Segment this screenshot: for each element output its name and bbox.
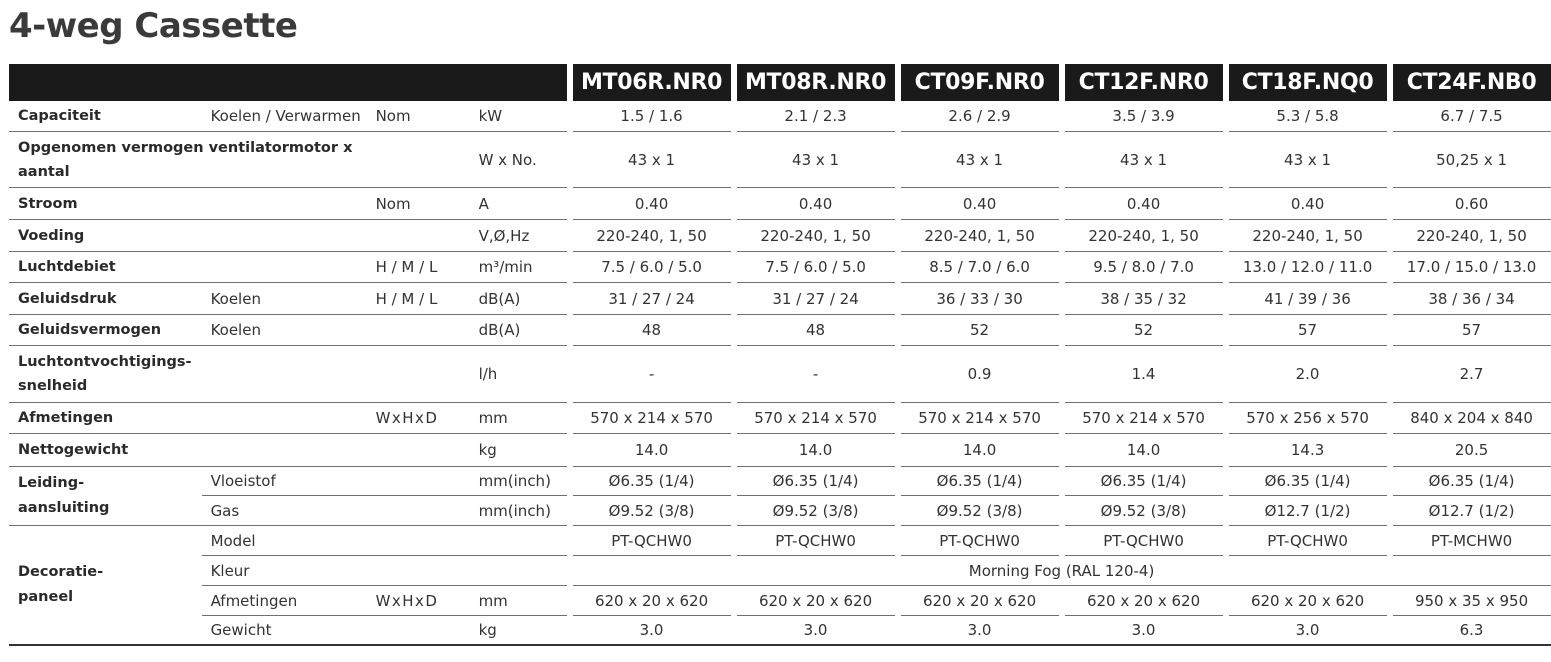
cell-value: 2.0 — [1229, 346, 1387, 403]
cell-value: 6.7 / 7.5 — [1393, 101, 1551, 132]
cell-value: - — [573, 346, 731, 403]
row-geluidsvermogen — [9, 315, 1551, 346]
row-unit: mm(inch) — [470, 496, 567, 526]
row-leiding-gas — [9, 496, 1551, 526]
cell-value: 3.0 — [1065, 616, 1223, 646]
cell-value: 220-240, 1, 50 — [901, 220, 1059, 252]
cell-value: 14.0 — [737, 434, 895, 467]
row-label: Capaciteit — [9, 101, 202, 132]
cell-value: 620 x 20 x 620 — [573, 586, 731, 616]
cell-value: 14.0 — [1065, 434, 1223, 467]
cell-value: 220-240, 1, 50 — [1393, 220, 1551, 252]
row-sub: Afmetingen — [202, 586, 367, 616]
cell-value: 14.0 — [573, 434, 731, 467]
row-type: Nom — [367, 101, 470, 132]
row-sub: Kleur — [202, 556, 367, 586]
cell-value: 220-240, 1, 50 — [1065, 220, 1223, 252]
cell-value: 570 x 214 x 570 — [901, 403, 1059, 434]
cell-value: Ø12.7 (1/2) — [1393, 496, 1551, 526]
row-paneel-model — [9, 526, 1551, 556]
cell-value: 220-240, 1, 50 — [1229, 220, 1387, 252]
cell-value: 48 — [573, 315, 731, 346]
cell-value: 1.5 / 1.6 — [573, 101, 731, 132]
cell-value: 36 / 33 / 30 — [901, 283, 1059, 315]
row-opgenomen — [9, 132, 1551, 188]
cell-value: 43 x 1 — [1065, 132, 1223, 188]
row-sub: Koelen / Verwarmen — [202, 101, 367, 132]
cell-value: PT-QCHW0 — [1229, 526, 1387, 556]
row-unit: kW — [470, 101, 567, 132]
cell-value: 31 / 27 / 24 — [737, 283, 895, 315]
cell-value: PT-QCHW0 — [901, 526, 1059, 556]
cell-value: 38 / 36 / 34 — [1393, 283, 1551, 315]
cell-value: 0.60 — [1393, 188, 1551, 220]
cell-value: 38 / 35 / 32 — [1065, 283, 1223, 315]
row-unit: W x No. — [470, 132, 567, 188]
row-label: Luchtontvochtigings-snelheid — [9, 346, 202, 403]
cell-value: 570 x 214 x 570 — [737, 403, 895, 434]
row-type: WxHxD — [367, 403, 470, 434]
cell-value: 0.40 — [573, 188, 731, 220]
row-paneel-kleur — [9, 556, 1551, 586]
row-label: Luchtdebiet — [9, 252, 202, 283]
cell-value: PT-QCHW0 — [1065, 526, 1223, 556]
row-label: Leiding-aansluiting — [9, 467, 202, 526]
cell-value: - — [737, 346, 895, 403]
cell-value: Ø6.35 (1/4) — [901, 467, 1059, 496]
cell-value: 570 x 214 x 570 — [573, 403, 731, 434]
row-sub: Vloeistof — [202, 467, 367, 496]
cell-value: Ø9.52 (3/8) — [737, 496, 895, 526]
row-voeding — [9, 220, 1551, 252]
cell-value: Ø9.52 (3/8) — [901, 496, 1059, 526]
row-paneel-gewicht — [9, 616, 1551, 646]
cell-value: 57 — [1393, 315, 1551, 346]
row-ontvochtiging — [9, 346, 1551, 403]
row-unit: mm — [470, 586, 567, 616]
row-sub: Gewicht — [202, 616, 367, 646]
row-sub: Koelen — [202, 315, 367, 346]
row-unit: l/h — [470, 346, 567, 403]
cell-value: PT-MCHW0 — [1393, 526, 1551, 556]
row-luchtdebiet — [9, 252, 1551, 283]
cell-value: 1.4 — [1065, 346, 1223, 403]
row-unit: mm — [470, 403, 567, 434]
row-sub: Gas — [202, 496, 367, 526]
page-title: 4-weg Cassette — [9, 6, 298, 46]
row-stroom — [9, 188, 1551, 220]
header-row — [9, 64, 1551, 101]
cell-value: 570 x 214 x 570 — [1065, 403, 1223, 434]
header-blank — [9, 64, 567, 101]
cell-value: 3.0 — [1229, 616, 1387, 646]
cell-value: 2.6 / 2.9 — [901, 101, 1059, 132]
model-header: CT09F.NR0 — [901, 64, 1059, 101]
row-sub: Koelen — [202, 283, 367, 315]
row-unit: V,Ø,Hz — [470, 220, 567, 252]
row-afmetingen — [9, 403, 1551, 434]
cell-value: 43 x 1 — [737, 132, 895, 188]
cell-value: 50,25 x 1 — [1393, 132, 1551, 188]
cell-value: Ø9.52 (3/8) — [573, 496, 731, 526]
cell-value: 2.1 / 2.3 — [737, 101, 895, 132]
cell-value: 0.9 — [901, 346, 1059, 403]
cell-value: Ø6.35 (1/4) — [737, 467, 895, 496]
cell-value: 570 x 256 x 570 — [1229, 403, 1387, 434]
cell-value: 9.5 / 8.0 / 7.0 — [1065, 252, 1223, 283]
row-type: WxHxD — [367, 586, 470, 616]
cell-value: 220-240, 1, 50 — [573, 220, 731, 252]
cell-value: 620 x 20 x 620 — [901, 586, 1059, 616]
cell-value: 2.7 — [1393, 346, 1551, 403]
row-label: Voeding — [9, 220, 202, 252]
row-geluidsdruk — [9, 283, 1551, 315]
model-header: CT18F.NQ0 — [1229, 64, 1387, 101]
model-header: MT08R.NR0 — [737, 64, 895, 101]
row-label: Afmetingen — [9, 403, 202, 434]
model-header: MT06R.NR0 — [573, 64, 731, 101]
cell-value: 13.0 / 12.0 / 11.0 — [1229, 252, 1387, 283]
cell-value: Ø6.35 (1/4) — [1229, 467, 1387, 496]
row-sub: Model — [202, 526, 367, 556]
row-unit: kg — [470, 434, 567, 467]
row-type: Nom — [367, 188, 470, 220]
cell-value: PT-QCHW0 — [737, 526, 895, 556]
cell-value: 220-240, 1, 50 — [737, 220, 895, 252]
cell-value: 14.3 — [1229, 434, 1387, 467]
cell-value: 43 x 1 — [1229, 132, 1387, 188]
spec-table — [9, 64, 1551, 646]
cell-value: 620 x 20 x 620 — [1229, 586, 1387, 616]
row-label: Opgenomen vermogen ventilatormotor x aantal — [9, 132, 367, 188]
cell-value: 620 x 20 x 620 — [1065, 586, 1223, 616]
row-label: Geluidsvermogen — [9, 315, 202, 346]
row-label: Geluidsdruk — [9, 283, 202, 315]
cell-value: 8.5 / 7.0 / 6.0 — [901, 252, 1059, 283]
cell-value: 620 x 20 x 620 — [737, 586, 895, 616]
row-type: H / M / L — [367, 252, 470, 283]
cell-value: Ø9.52 (3/8) — [1065, 496, 1223, 526]
cell-value: Ø6.35 (1/4) — [573, 467, 731, 496]
cell-value: 6.3 — [1393, 616, 1551, 646]
cell-value: 48 — [737, 315, 895, 346]
cell-value: 43 x 1 — [573, 132, 731, 188]
cell-value: 0.40 — [901, 188, 1059, 220]
row-capaciteit — [9, 101, 1551, 132]
cell-value: 950 x 35 x 950 — [1393, 586, 1551, 616]
cell-value: 3.0 — [901, 616, 1059, 646]
cell-value: 7.5 / 6.0 / 5.0 — [573, 252, 731, 283]
cell-value: 57 — [1229, 315, 1387, 346]
cell-value: 0.40 — [1229, 188, 1387, 220]
row-unit: mm(inch) — [470, 467, 567, 496]
row-leiding-vloeistof — [9, 467, 1551, 496]
cell-value: Ø6.35 (1/4) — [1065, 467, 1223, 496]
row-nettogewicht — [9, 434, 1551, 467]
cell-value: 14.0 — [901, 434, 1059, 467]
row-unit: kg — [470, 616, 567, 646]
cell-value: 52 — [901, 315, 1059, 346]
row-type: H / M / L — [367, 283, 470, 315]
cell-value: 0.40 — [1065, 188, 1223, 220]
row-paneel-afmetingen — [9, 586, 1551, 616]
cell-value: 0.40 — [737, 188, 895, 220]
cell-value: 17.0 / 15.0 / 13.0 — [1393, 252, 1551, 283]
cell-value: 52 — [1065, 315, 1223, 346]
cell-value: 840 x 204 x 840 — [1393, 403, 1551, 434]
model-header: CT12F.NR0 — [1065, 64, 1223, 101]
cell-value: 41 / 39 / 36 — [1229, 283, 1387, 315]
row-unit: dB(A) — [470, 283, 567, 315]
row-label: Stroom — [9, 188, 202, 220]
cell-value: 5.3 / 5.8 — [1229, 101, 1387, 132]
row-unit: m³/min — [470, 252, 567, 283]
row-unit: dB(A) — [470, 315, 567, 346]
row-unit: A — [470, 188, 567, 220]
cell-value: 3.0 — [737, 616, 895, 646]
cell-value: PT-QCHW0 — [573, 526, 731, 556]
cell-value: 31 / 27 / 24 — [573, 283, 731, 315]
cell-value: 3.5 / 3.9 — [1065, 101, 1223, 132]
model-header: CT24F.NB0 — [1393, 64, 1551, 101]
cell-value: Ø6.35 (1/4) — [1393, 467, 1551, 496]
cell-value: 20.5 — [1393, 434, 1551, 467]
cell-value: 3.0 — [573, 616, 731, 646]
cell-value: 7.5 / 6.0 / 5.0 — [737, 252, 895, 283]
cell-value: 43 x 1 — [901, 132, 1059, 188]
cell-value-merged: Morning Fog (RAL 120-4) — [573, 556, 1551, 586]
row-label: Decoratie-paneel — [9, 526, 202, 646]
row-label: Nettogewicht — [9, 434, 202, 467]
cell-value: Ø12.7 (1/2) — [1229, 496, 1387, 526]
